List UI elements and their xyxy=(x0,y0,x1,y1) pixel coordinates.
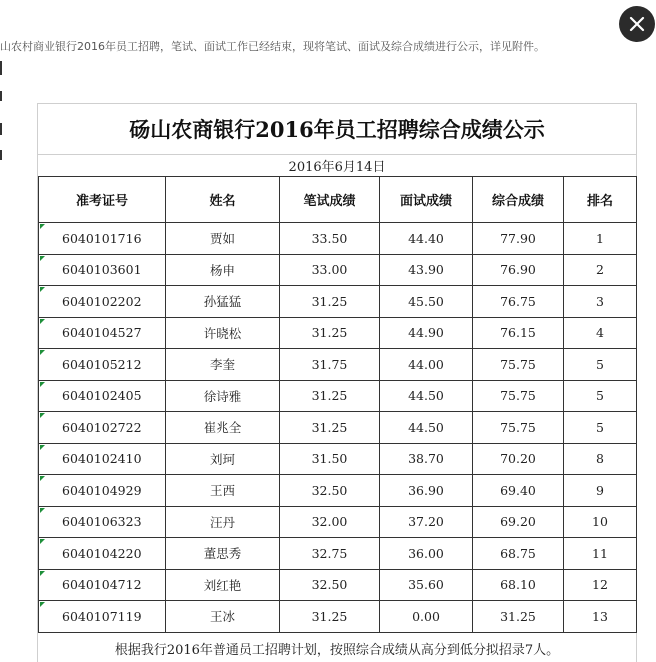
exam-id-cell: 6040102405 xyxy=(39,380,166,412)
table-row xyxy=(39,443,637,475)
table-row xyxy=(39,506,637,538)
total-score-cell: 31.25 xyxy=(473,601,564,633)
interview-score-cell: 43.90 xyxy=(380,254,473,286)
table-header-row xyxy=(39,177,637,223)
left-edge-mark xyxy=(0,150,2,160)
table-row xyxy=(39,538,637,570)
written-score-cell: 32.50 xyxy=(280,475,380,507)
total-score-cell: 68.75 xyxy=(473,538,564,570)
rank-cell: 5 xyxy=(564,349,637,381)
exam-id-cell: 6040106323 xyxy=(39,506,166,538)
column-header: 准考证号 xyxy=(39,177,166,223)
written-score-cell: 31.25 xyxy=(280,601,380,633)
column-header: 综合成绩 xyxy=(473,177,564,223)
exam-id-cell: 6040104220 xyxy=(39,538,166,570)
exam-id-cell: 6040105212 xyxy=(39,349,166,381)
column-header: 笔试成绩 xyxy=(280,177,380,223)
name-cell: 汪丹 xyxy=(166,506,280,538)
interview-score-cell: 44.90 xyxy=(380,317,473,349)
rank-cell: 9 xyxy=(564,475,637,507)
rank-cell: 3 xyxy=(564,286,637,318)
name-cell: 徐诗雅 xyxy=(166,380,280,412)
total-score-cell: 69.20 xyxy=(473,506,564,538)
table-row xyxy=(39,286,637,318)
total-score-cell: 69.40 xyxy=(473,475,564,507)
left-edge-mark xyxy=(0,91,2,101)
name-cell: 李奎 xyxy=(166,349,280,381)
exam-id-cell: 6040102410 xyxy=(39,443,166,475)
exam-id-cell: 6040101716 xyxy=(39,223,166,255)
name-cell: 崔兆全 xyxy=(166,412,280,444)
interview-score-cell: 37.20 xyxy=(380,506,473,538)
interview-score-cell: 36.00 xyxy=(380,538,473,570)
exam-id-cell: 6040103601 xyxy=(39,254,166,286)
total-score-cell: 76.90 xyxy=(473,254,564,286)
column-header: 姓名 xyxy=(166,177,280,223)
written-score-cell: 31.25 xyxy=(280,286,380,318)
rank-cell: 1 xyxy=(564,223,637,255)
rank-cell: 10 xyxy=(564,506,637,538)
close-button[interactable] xyxy=(619,6,655,42)
rank-cell: 12 xyxy=(564,569,637,601)
table-row xyxy=(39,380,637,412)
total-score-cell: 75.75 xyxy=(473,412,564,444)
written-score-cell: 31.25 xyxy=(280,380,380,412)
table-row xyxy=(39,569,637,601)
written-score-cell: 31.25 xyxy=(280,317,380,349)
table-row xyxy=(39,349,637,381)
name-cell: 王冰 xyxy=(166,601,280,633)
interview-score-cell: 44.00 xyxy=(380,349,473,381)
name-cell: 许晓松 xyxy=(166,317,280,349)
left-edge-mark xyxy=(0,61,2,75)
name-cell: 董思秀 xyxy=(166,538,280,570)
table-row xyxy=(39,254,637,286)
sheet-date: 2016年6月14日 xyxy=(38,154,636,176)
written-score-cell: 32.00 xyxy=(280,506,380,538)
close-icon xyxy=(628,15,646,33)
exam-id-cell: 6040107119 xyxy=(39,601,166,633)
rank-cell: 8 xyxy=(564,443,637,475)
rank-cell: 2 xyxy=(564,254,637,286)
exam-id-cell: 6040102722 xyxy=(39,412,166,444)
name-cell: 孙猛猛 xyxy=(166,286,280,318)
name-cell: 刘珂 xyxy=(166,443,280,475)
written-score-cell: 31.75 xyxy=(280,349,380,381)
total-score-cell: 77.90 xyxy=(473,223,564,255)
total-score-cell: 75.75 xyxy=(473,380,564,412)
rank-cell: 4 xyxy=(564,317,637,349)
interview-score-cell: 44.50 xyxy=(380,380,473,412)
interview-score-cell: 45.50 xyxy=(380,286,473,318)
interview-score-cell: 44.50 xyxy=(380,412,473,444)
interview-score-cell: 35.60 xyxy=(380,569,473,601)
exam-id-cell: 6040102202 xyxy=(39,286,166,318)
interview-score-cell: 0.00 xyxy=(380,601,473,633)
interview-score-cell: 44.40 xyxy=(380,223,473,255)
results-sheet-image xyxy=(37,103,637,662)
written-score-cell: 31.50 xyxy=(280,443,380,475)
column-header: 面试成绩 xyxy=(380,177,473,223)
table-row xyxy=(39,223,637,255)
exam-id-cell: 6040104929 xyxy=(39,475,166,507)
intro-text: 山农村商业银行2016年员工招聘，笔试、面试工作已经结束，现将笔试、面试及综合成绩进行公示，详见附件。 xyxy=(0,40,545,53)
exam-id-cell: 6040104712 xyxy=(39,569,166,601)
scores-table xyxy=(38,176,637,633)
interview-score-cell: 36.90 xyxy=(380,475,473,507)
written-score-cell: 31.25 xyxy=(280,412,380,444)
footer-note: 根据我行2016年普通员工招聘计划，按照综合成绩从高分到低分拟招录7人。 xyxy=(114,642,560,658)
written-score-cell: 32.75 xyxy=(280,538,380,570)
total-score-cell: 75.75 xyxy=(473,349,564,381)
table-row xyxy=(39,475,637,507)
total-score-cell: 68.10 xyxy=(473,569,564,601)
total-score-cell: 70.20 xyxy=(473,443,564,475)
sheet-title: 砀山农商银行2016年员工招聘综合成绩公示 xyxy=(129,117,545,142)
name-cell: 王西 xyxy=(166,475,280,507)
interview-score-cell: 38.70 xyxy=(380,443,473,475)
written-score-cell: 33.00 xyxy=(280,254,380,286)
name-cell: 贾如 xyxy=(166,223,280,255)
column-header: 排名 xyxy=(564,177,637,223)
written-score-cell: 33.50 xyxy=(280,223,380,255)
rank-cell: 5 xyxy=(564,412,637,444)
rank-cell: 13 xyxy=(564,601,637,633)
total-score-cell: 76.75 xyxy=(473,286,564,318)
table-row xyxy=(39,317,637,349)
table-row xyxy=(39,412,637,444)
name-cell: 杨申 xyxy=(166,254,280,286)
exam-id-cell: 6040104527 xyxy=(39,317,166,349)
rank-cell: 5 xyxy=(564,380,637,412)
name-cell: 刘红艳 xyxy=(166,569,280,601)
table-row xyxy=(39,601,637,633)
total-score-cell: 76.15 xyxy=(473,317,564,349)
left-edge-mark xyxy=(0,123,2,135)
rank-cell: 11 xyxy=(564,538,637,570)
written-score-cell: 32.50 xyxy=(280,569,380,601)
